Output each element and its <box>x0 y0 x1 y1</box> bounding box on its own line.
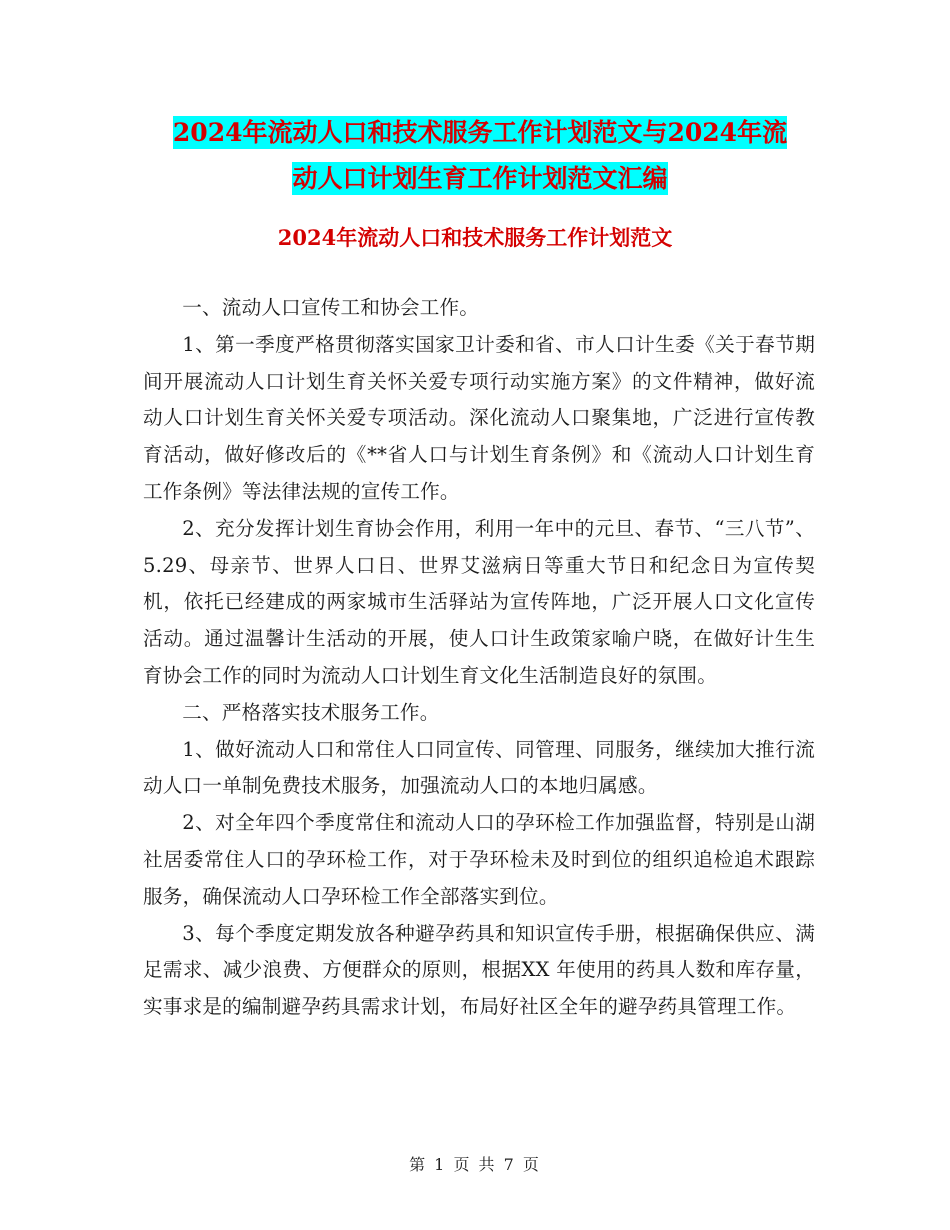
paragraph-heading-1: 一、流动人口宣传工和协会工作。 <box>182 296 480 319</box>
paragraph: 2、充分发挥计划生育协会作用，利用一年中的元旦、春节、“三八节”、5.29、母亲节、世界人口日、世界艾滋病日等重大节日和纪念日为宣传契机，依托已经建成的两家城市生活驿站为宣传阵地，广泛开展人口文化宣传活动。通过温馨计生活动的开展，使人口计生政策家喻户晓，在做好计生生育协会工作的同时为流动人口计划生育文化生活制造良好的氛围。 <box>143 516 815 687</box>
document-title-line-2: 动人口计划生育工作计划范文汇编 <box>292 164 668 193</box>
document-title-line-1: 2024年流动人口和技术服务工作计划范文与2024年流 <box>172 118 788 147</box>
document-title <box>140 110 820 202</box>
paragraph: 1、第一季度严格贯彻落实国家卫计委和省、市人口计生委《关于春节期间开展流动人口计划生育关怀关爱专项行动实施方案》的文件精神，做好流动人口计划生育关怀关爱专项活动。深化流动人口聚集地，广泛进行宣传教育活动，做好修改后的《**省人口与计划生育条例》和《流动人口计划生育工作条例》等法律法规的宣传工作。 <box>143 332 815 503</box>
paragraph: 1、做好流动人口和常住人口同宣传、同管理、同服务，继续加大推行流动人口一单制免费技术服务，加强流动人口的本地归属感。 <box>143 737 815 798</box>
paragraph-heading-2: 二、严格落实技术服务工作。 <box>182 700 440 724</box>
page-number-footer: 第 1 页 共 7 页 <box>409 1155 541 1174</box>
paragraph: 3、每个季度定期发放各种避孕药具和知识宣传手册，根据确保供应、满足需求、减少浪费、方便群众的原则，根据XX 年使用的药具人数和库存量，实事求是的编制避孕药具需求计划，布局好社区全年的避孕药具管理工作。 <box>143 921 815 1019</box>
paragraph: 2、对全年四个季度常住和流动人口的孕环检工作加强监督，特别是山湖社居委常住人口的孕环检工作，对于孕环检未及时到位的组织追检追术跟踪服务，确保流动人口孕环检工作全部落实到位。 <box>143 811 815 908</box>
section-title: 2024年流动人口和技术服务工作计划范文 <box>277 225 673 250</box>
document-body <box>143 290 815 1026</box>
